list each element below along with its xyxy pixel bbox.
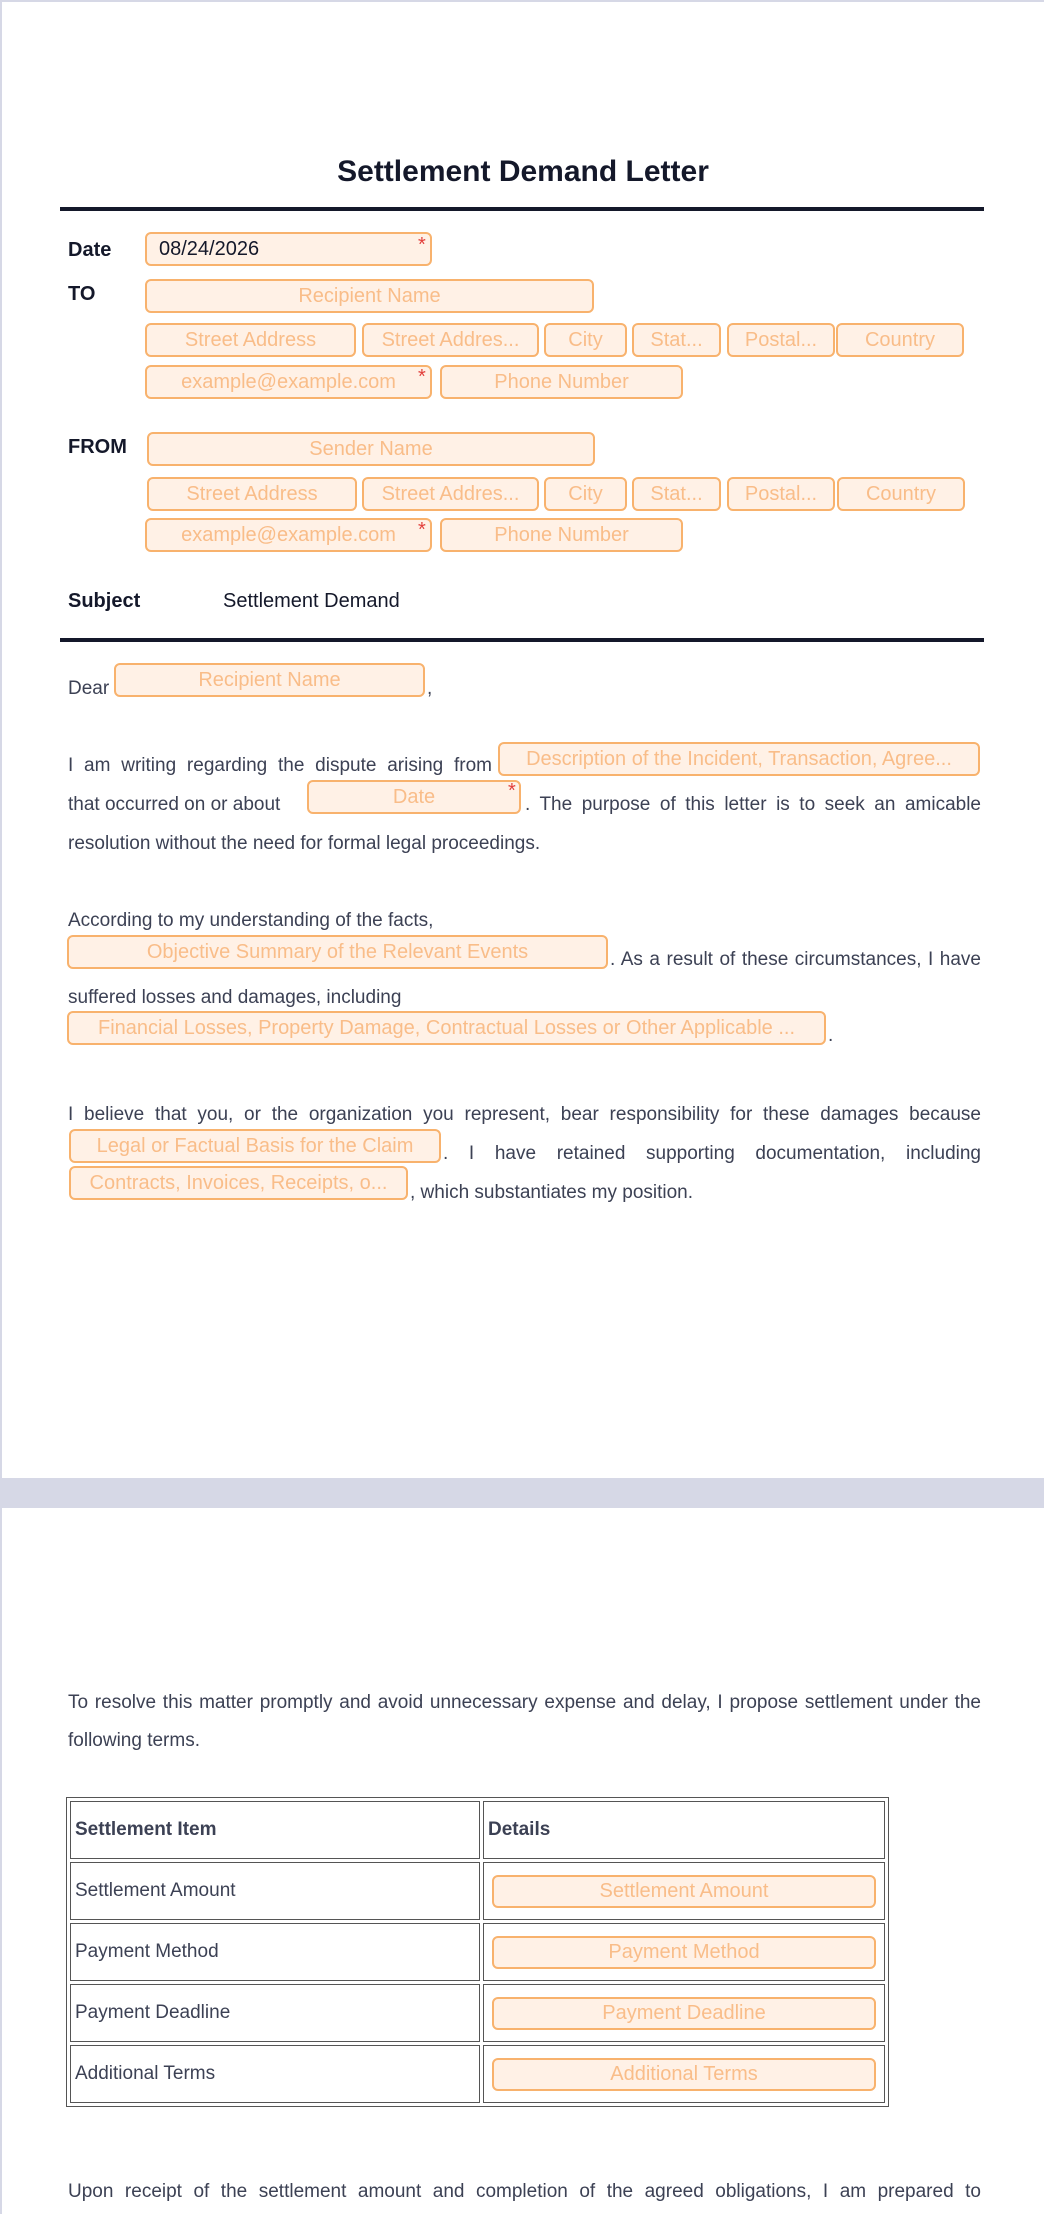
subject-label: Subject [68,590,141,612]
from-sender-name-input[interactable]: Sender Name [147,432,595,466]
table-row [70,1862,885,1920]
settlement-item-cell: Payment Deadline [70,1984,480,2042]
table-header-cell: Settlement Item [70,1801,480,1859]
additional-terms-input[interactable]: Additional Terms [492,2058,876,2091]
from-street-address-2-input[interactable]: Street Addres... [362,477,539,511]
p1-line2a: that occurred on or about [68,794,281,815]
p1-line3: resolution without the need for formal legal proceedings. [68,833,541,854]
required-marker: * [418,519,426,541]
p1-line1: I am writing regarding the dispute arising from [68,755,492,776]
p1-line2b: . The purpose of this letter is to seek an amicable [525,794,981,815]
events-summary-input[interactable]: Objective Summary of the Relevant Events [67,935,608,969]
dear-recipient-input[interactable]: Recipient Name [114,663,425,697]
date-label: Date [68,239,112,261]
p2-line3: suffered losses and damages, including [68,987,402,1008]
salutation: Dear [68,678,110,699]
from-postal-input[interactable]: Postal... [727,477,835,511]
p2-line1: According to my understanding of the facts, [68,910,434,931]
subject-value: Settlement Demand [223,590,400,612]
p3-line2: . I have retained supporting documentation, including [443,1143,981,1164]
p3-line1: I believe that you, or the organization you represent, bear responsibility for these damages because [68,1104,981,1125]
incident-date-input[interactable]: Date [307,780,521,814]
page-title: Settlement Demand Letter [337,155,709,188]
table-header-cell: Details [483,1801,885,1859]
to-label: TO [68,283,96,305]
subject-divider [60,638,984,642]
to-state-input[interactable]: Stat... [632,323,721,357]
details-cell [483,2045,885,2103]
from-email-input[interactable]: example@example.com [145,518,432,552]
settlement-item-cell: Settlement Amount [70,1862,480,1920]
losses-input[interactable]: Financial Losses, Property Damage, Contractual Losses or Other Applicable ... [67,1011,826,1045]
settlement-amount-input[interactable]: Settlement Amount [492,1875,876,1908]
from-street-address-input[interactable]: Street Address [147,477,357,511]
p4-line2: following terms. [68,1730,200,1751]
documentation-input[interactable]: Contracts, Invoices, Receipts, o... [69,1166,408,1200]
from-phone-input[interactable]: Phone Number [440,518,683,552]
page-1 [2,2,1044,1478]
settlement-item-cell: Additional Terms [70,2045,480,2103]
to-street-address-input[interactable]: Street Address [145,323,356,357]
to-city-input[interactable]: City [544,323,627,357]
p2-line2: . As a result of these circumstances, I have [610,949,981,970]
date-input[interactable]: 08/24/2026 [145,232,432,266]
settlement-table [66,1797,889,2107]
p3-line3: , which substantiates my position. [410,1182,694,1203]
salutation-comma: , [427,678,433,699]
from-label: FROM [68,436,127,458]
from-state-input[interactable]: Stat... [632,477,721,511]
required-marker: * [418,366,426,388]
incident-description-input[interactable]: Description of the Incident, Transaction, Agree... [498,742,980,776]
table-row [70,1984,885,2042]
to-postal-input[interactable]: Postal... [727,323,835,357]
required-marker: * [418,234,426,256]
payment-deadline-input[interactable]: Payment Deadline [492,1997,876,2030]
table-header-row [70,1801,885,1859]
from-country-input[interactable]: Country [837,477,965,511]
details-cell [483,1923,885,1981]
payment-method-input[interactable]: Payment Method [492,1936,876,1969]
claim-basis-input[interactable]: Legal or Factual Basis for the Claim [69,1129,441,1163]
details-cell [483,1862,885,1920]
required-marker: * [508,780,516,802]
details-cell [483,1984,885,2042]
title-divider [60,207,984,211]
table-row [70,2045,885,2103]
p2-period: . [828,1025,834,1046]
from-city-input[interactable]: City [544,477,627,511]
table-row [70,1923,885,1981]
to-phone-input[interactable]: Phone Number [440,365,683,399]
to-email-input[interactable]: example@example.com [145,365,432,399]
p4-line1: To resolve this matter promptly and avoid unnecessary expense and delay, I propose settlement under the [68,1692,981,1713]
to-country-input[interactable]: Country [836,323,964,357]
settlement-item-cell: Payment Method [70,1923,480,1981]
to-street-address-2-input[interactable]: Street Addres... [362,323,539,357]
p5-line1: Upon receipt of the settlement amount and completion of the agreed obligations, I am prepared to [68,2181,981,2202]
to-recipient-name-input[interactable]: Recipient Name [145,279,594,313]
